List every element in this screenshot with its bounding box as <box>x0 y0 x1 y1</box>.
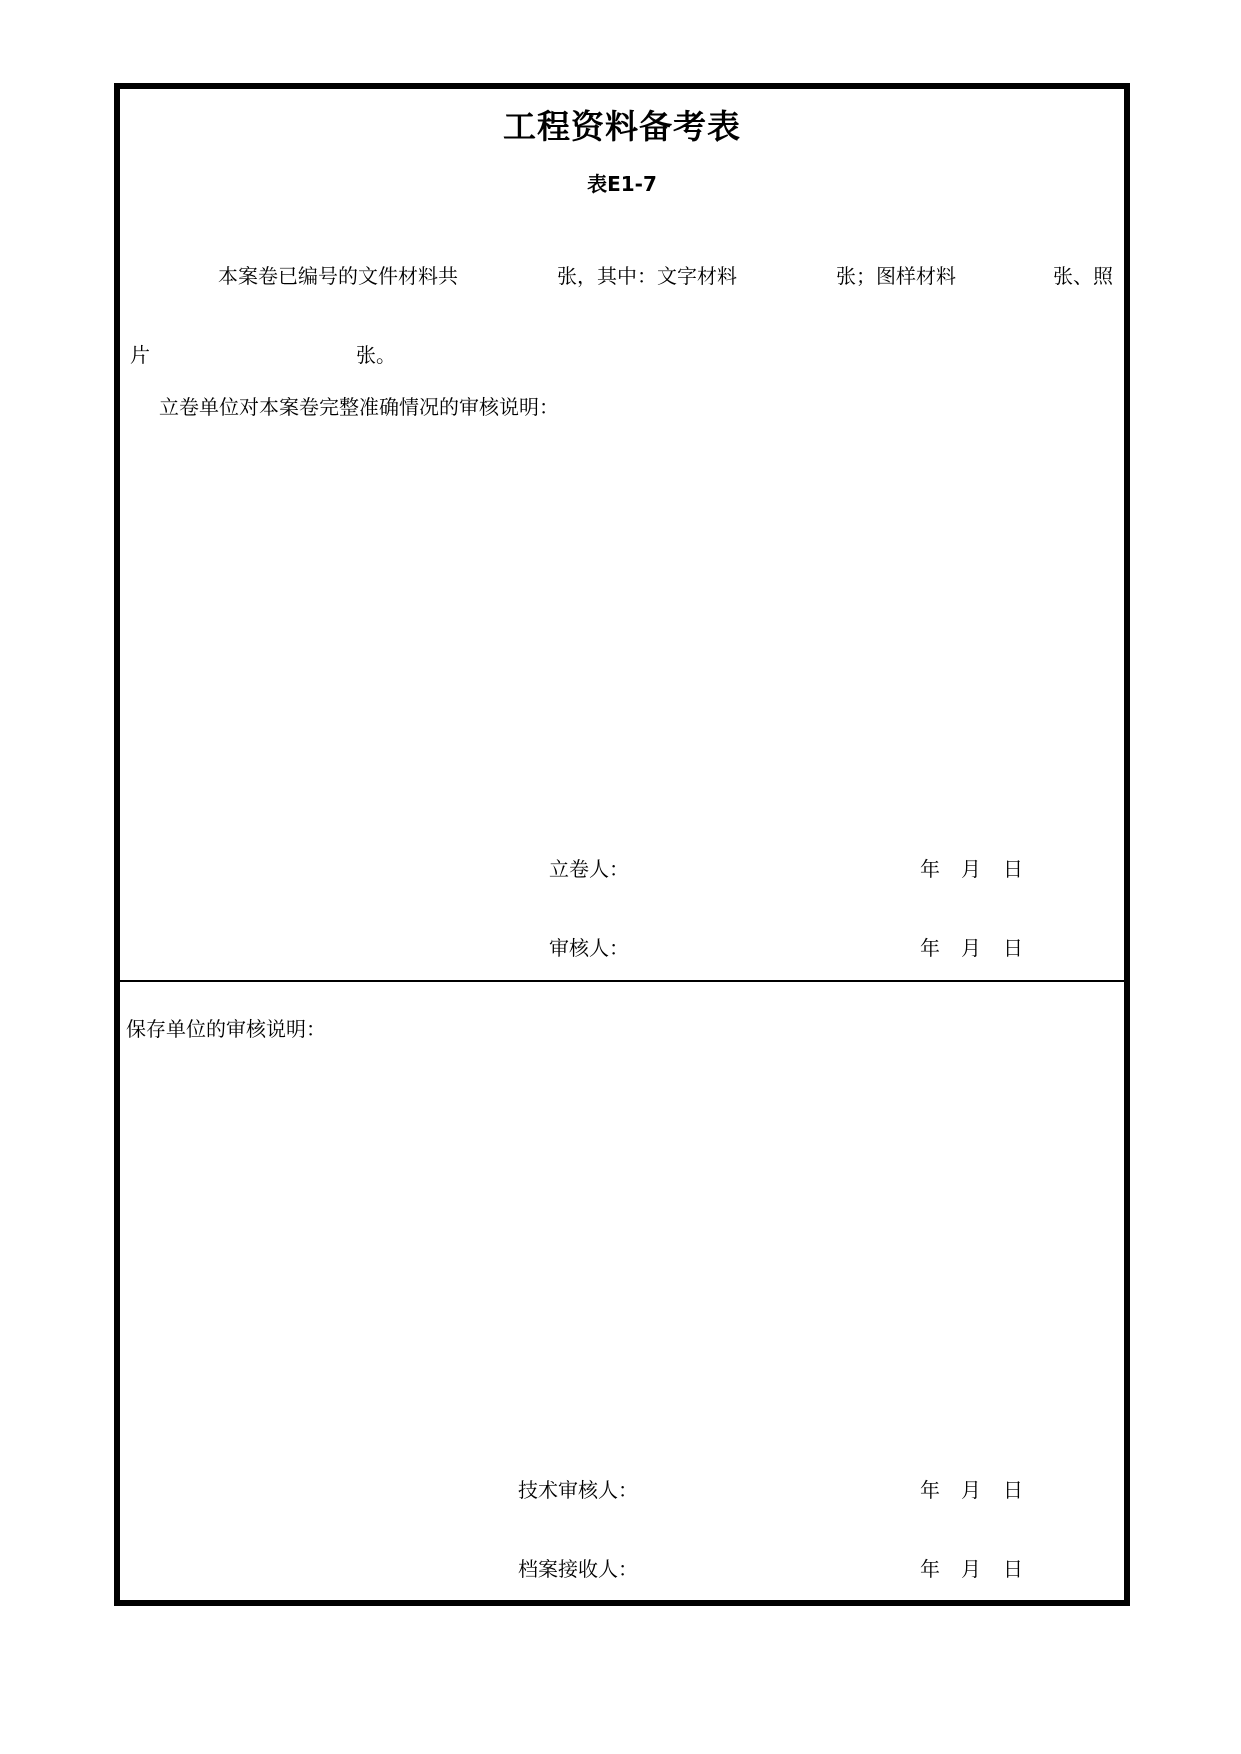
section2-archive-receiver-label: 档案接收人： <box>518 1557 638 1581</box>
section2-archive-receiver-day: 日 <box>1003 1557 1023 1581</box>
intro-drawing-materials-label: 张；图样材料 <box>836 264 956 288</box>
section2-archive-receiver-month: 月 <box>961 1557 981 1581</box>
intro-photo-count-suffix: 张。 <box>356 343 396 367</box>
intro-photo-label: 张、照 <box>1053 264 1113 288</box>
section2-archive-receiver-year: 年 <box>920 1557 940 1581</box>
section1-signer-day: 日 <box>1003 857 1023 881</box>
section-divider <box>120 980 1124 982</box>
form-title: 工程资料备考表 <box>503 107 741 146</box>
section1-reviewer-year: 年 <box>920 936 940 960</box>
section2-tech-reviewer-label: 技术审核人： <box>518 1478 638 1502</box>
section2-tech-reviewer-day: 日 <box>1003 1478 1023 1502</box>
section2-tech-reviewer-month: 月 <box>961 1478 981 1502</box>
intro-text-materials-label: 张，其中：文字材料 <box>557 264 737 288</box>
intro-total-label: 本案卷已编号的文件材料共 <box>218 264 458 288</box>
section1-signer-month: 月 <box>961 857 981 881</box>
table-number: 表E1-7 <box>587 172 657 196</box>
section1-reviewer-label: 审核人： <box>549 936 629 960</box>
section1-signer-label: 立卷人： <box>549 857 629 881</box>
section1-reviewer-month: 月 <box>961 936 981 960</box>
intro-photo-label-cont: 片 <box>130 343 150 367</box>
form-frame <box>114 83 1130 1606</box>
section1-signer-year: 年 <box>920 857 940 881</box>
section2-heading: 保存单位的审核说明： <box>126 1017 326 1041</box>
section2-tech-reviewer-year: 年 <box>920 1478 940 1502</box>
section1-reviewer-day: 日 <box>1003 936 1023 960</box>
section1-heading: 立卷单位对本案卷完整准确情况的审核说明： <box>159 395 559 419</box>
